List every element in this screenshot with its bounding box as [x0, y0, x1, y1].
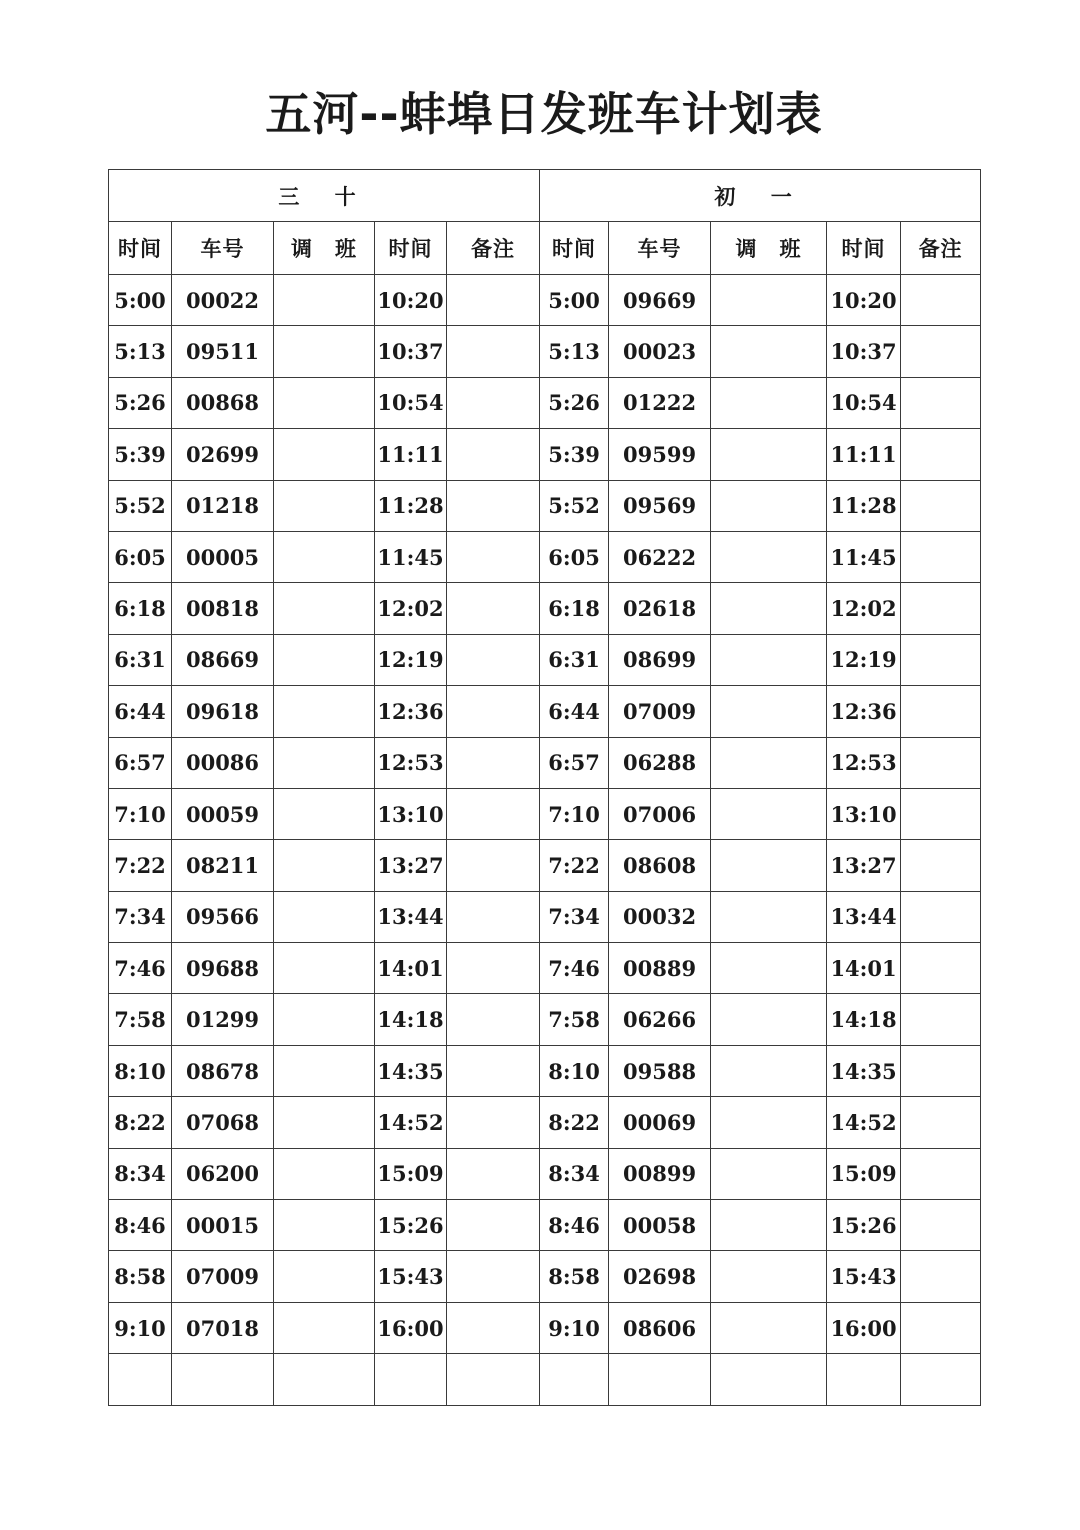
cell-note — [901, 1251, 981, 1302]
cell-time: 7:46 — [540, 943, 609, 994]
cell-time: 6:44 — [109, 686, 172, 737]
cell-time-return: 10:37 — [375, 326, 447, 377]
cell-time: 6:31 — [109, 634, 172, 685]
cell-bus-number: 00868 — [172, 377, 274, 428]
cell-time-return: 15:09 — [375, 1148, 447, 1199]
cell-bus-number: 06266 — [609, 994, 711, 1045]
col-header-time: 时间 — [540, 222, 609, 275]
cell-time: 7:58 — [109, 994, 172, 1045]
cell-time-return: 13:44 — [375, 891, 447, 942]
cell-time: 9:10 — [540, 1302, 609, 1353]
cell-time: 9:10 — [109, 1302, 172, 1353]
cell-shift — [274, 891, 375, 942]
table-row — [109, 1148, 981, 1199]
cell-time-return: 14:35 — [827, 1045, 901, 1096]
cell-time: 7:10 — [109, 788, 172, 839]
day-header-row — [109, 170, 981, 222]
day-label-left: 三 十 — [109, 170, 540, 222]
cell-bus-number — [609, 1354, 711, 1405]
cell-bus-number: 00899 — [609, 1148, 711, 1199]
cell-shift — [711, 1354, 827, 1405]
cell-shift — [711, 994, 827, 1045]
cell-bus-number: 09669 — [609, 275, 711, 326]
cell-note — [447, 686, 540, 737]
cell-note — [901, 737, 981, 788]
cell-time-return: 13:10 — [827, 788, 901, 839]
cell-time: 6:05 — [109, 531, 172, 582]
cell-shift — [274, 531, 375, 582]
cell-bus-number: 07006 — [609, 788, 711, 839]
cell-shift — [274, 429, 375, 480]
cell-time-return: 11:11 — [375, 429, 447, 480]
cell-shift — [711, 429, 827, 480]
table-row — [109, 583, 981, 634]
cell-bus-number: 09569 — [609, 480, 711, 531]
cell-time: 7:34 — [540, 891, 609, 942]
col-header-time-return: 时间 — [827, 222, 901, 275]
cell-bus-number: 00023 — [609, 326, 711, 377]
cell-note — [447, 943, 540, 994]
cell-time: 5:52 — [109, 480, 172, 531]
table-row — [109, 634, 981, 685]
col-header-bus-number: 车号 — [609, 222, 711, 275]
cell-note — [901, 531, 981, 582]
col-header-shift: 调 班 — [274, 222, 375, 275]
cell-time: 5:13 — [540, 326, 609, 377]
cell-shift — [274, 1200, 375, 1251]
table-row — [109, 686, 981, 737]
cell-time: 6:57 — [109, 737, 172, 788]
cell-note — [447, 840, 540, 891]
cell-time-return: 11:28 — [827, 480, 901, 531]
cell-time-return: 10:54 — [375, 377, 447, 428]
table-row — [109, 1251, 981, 1302]
cell-bus-number: 00058 — [609, 1200, 711, 1251]
cell-time: 5:00 — [540, 275, 609, 326]
col-header-note: 备注 — [447, 222, 540, 275]
cell-note — [901, 788, 981, 839]
cell-note — [447, 1045, 540, 1096]
cell-note — [447, 1097, 540, 1148]
cell-note — [901, 1354, 981, 1405]
cell-shift — [711, 1097, 827, 1148]
cell-note — [447, 891, 540, 942]
cell-time-return: 15:26 — [375, 1200, 447, 1251]
cell-bus-number: 08606 — [609, 1302, 711, 1353]
cell-time-return: 14:18 — [827, 994, 901, 1045]
cell-note — [901, 326, 981, 377]
cell-time-return: 12:19 — [375, 634, 447, 685]
cell-time: 5:39 — [109, 429, 172, 480]
table-row — [109, 377, 981, 428]
cell-note — [447, 788, 540, 839]
cell-time-return: 15:43 — [375, 1251, 447, 1302]
cell-shift — [274, 377, 375, 428]
cell-note — [447, 737, 540, 788]
cell-shift — [711, 275, 827, 326]
cell-shift — [711, 377, 827, 428]
cell-note — [901, 377, 981, 428]
cell-note — [901, 1302, 981, 1353]
cell-bus-number: 02699 — [172, 429, 274, 480]
cell-shift — [711, 1200, 827, 1251]
cell-shift — [711, 788, 827, 839]
cell-time-return: 11:11 — [827, 429, 901, 480]
cell-shift — [274, 1148, 375, 1199]
cell-shift — [711, 326, 827, 377]
cell-time: 8:10 — [109, 1045, 172, 1096]
cell-shift — [274, 737, 375, 788]
cell-shift — [274, 1097, 375, 1148]
cell-bus-number: 02618 — [609, 583, 711, 634]
cell-time-return: 11:45 — [827, 531, 901, 582]
table-row — [109, 891, 981, 942]
cell-note — [901, 480, 981, 531]
cell-time: 5:52 — [540, 480, 609, 531]
cell-shift — [711, 480, 827, 531]
cell-time-return: 13:27 — [375, 840, 447, 891]
cell-time: 8:34 — [540, 1148, 609, 1199]
day-label-right: 初 一 — [540, 170, 981, 222]
cell-time-return: 13:44 — [827, 891, 901, 942]
cell-time-return: 12:36 — [827, 686, 901, 737]
cell-bus-number: 08211 — [172, 840, 274, 891]
cell-bus-number — [172, 1354, 274, 1405]
cell-bus-number: 00059 — [172, 788, 274, 839]
cell-shift — [274, 686, 375, 737]
page-title: 五河--蚌埠日发班车计划表 — [265, 87, 823, 141]
cell-time-return: 10:20 — [375, 275, 447, 326]
cell-shift — [711, 583, 827, 634]
cell-time: 6:57 — [540, 737, 609, 788]
cell-shift — [274, 1302, 375, 1353]
cell-bus-number: 07009 — [609, 686, 711, 737]
cell-time-return: 14:52 — [375, 1097, 447, 1148]
cell-bus-number: 07009 — [172, 1251, 274, 1302]
table-row — [109, 275, 981, 326]
cell-bus-number: 07018 — [172, 1302, 274, 1353]
table-row — [109, 1097, 981, 1148]
cell-note — [447, 634, 540, 685]
cell-time-return — [827, 1354, 901, 1405]
cell-note — [447, 377, 540, 428]
cell-time-return: 12:53 — [827, 737, 901, 788]
cell-time: 7:46 — [109, 943, 172, 994]
cell-time-return: 15:09 — [827, 1148, 901, 1199]
cell-shift — [711, 1251, 827, 1302]
col-header-bus-number: 车号 — [172, 222, 274, 275]
cell-bus-number: 08608 — [609, 840, 711, 891]
cell-bus-number: 00032 — [609, 891, 711, 942]
cell-time-return: 12:36 — [375, 686, 447, 737]
cell-shift — [274, 634, 375, 685]
cell-bus-number: 00086 — [172, 737, 274, 788]
cell-time-return: 12:53 — [375, 737, 447, 788]
cell-time-return: 12:19 — [827, 634, 901, 685]
cell-bus-number: 06200 — [172, 1148, 274, 1199]
cell-time — [109, 1354, 172, 1405]
cell-shift — [711, 531, 827, 582]
cell-note — [901, 1200, 981, 1251]
cell-time-return: 14:18 — [375, 994, 447, 1045]
cell-note — [447, 429, 540, 480]
cell-bus-number: 08669 — [172, 634, 274, 685]
cell-note — [901, 275, 981, 326]
cell-note — [901, 1148, 981, 1199]
cell-time-return: 14:35 — [375, 1045, 447, 1096]
cell-note — [447, 326, 540, 377]
cell-time: 8:22 — [109, 1097, 172, 1148]
cell-bus-number: 07068 — [172, 1097, 274, 1148]
cell-shift — [274, 943, 375, 994]
cell-bus-number: 00889 — [609, 943, 711, 994]
cell-time: 8:10 — [540, 1045, 609, 1096]
cell-bus-number: 09599 — [609, 429, 711, 480]
cell-bus-number: 09618 — [172, 686, 274, 737]
cell-bus-number: 00022 — [172, 275, 274, 326]
cell-note — [447, 1302, 540, 1353]
cell-time-return: 14:01 — [827, 943, 901, 994]
cell-note — [901, 943, 981, 994]
table-row — [109, 429, 981, 480]
cell-bus-number: 01218 — [172, 480, 274, 531]
cell-shift — [274, 275, 375, 326]
table-row — [109, 943, 981, 994]
cell-shift — [274, 1045, 375, 1096]
cell-shift — [274, 1354, 375, 1405]
cell-shift — [711, 1302, 827, 1353]
cell-note — [447, 531, 540, 582]
cell-bus-number: 00818 — [172, 583, 274, 634]
cell-shift — [711, 1045, 827, 1096]
cell-time-return: 16:00 — [827, 1302, 901, 1353]
column-header-row — [109, 222, 981, 275]
table-row — [109, 480, 981, 531]
cell-bus-number: 09688 — [172, 943, 274, 994]
cell-shift — [711, 891, 827, 942]
cell-bus-number: 01299 — [172, 994, 274, 1045]
cell-time-return — [375, 1354, 447, 1405]
cell-note — [901, 429, 981, 480]
cell-note — [901, 1045, 981, 1096]
cell-note — [447, 480, 540, 531]
cell-time: 7:10 — [540, 788, 609, 839]
cell-note — [447, 994, 540, 1045]
cell-time: 6:18 — [540, 583, 609, 634]
cell-bus-number: 09588 — [609, 1045, 711, 1096]
cell-shift — [711, 686, 827, 737]
table-row — [109, 1354, 981, 1405]
cell-time-return: 15:26 — [827, 1200, 901, 1251]
cell-time-return: 10:20 — [827, 275, 901, 326]
cell-note — [901, 891, 981, 942]
cell-shift — [711, 1148, 827, 1199]
cell-time-return: 12:02 — [827, 583, 901, 634]
cell-shift — [711, 634, 827, 685]
cell-bus-number: 06222 — [609, 531, 711, 582]
cell-time — [540, 1354, 609, 1405]
table-row — [109, 531, 981, 582]
cell-bus-number: 08678 — [172, 1045, 274, 1096]
cell-time-return: 14:52 — [827, 1097, 901, 1148]
cell-time: 7:58 — [540, 994, 609, 1045]
cell-bus-number: 06288 — [609, 737, 711, 788]
cell-bus-number: 08699 — [609, 634, 711, 685]
cell-time: 8:46 — [540, 1200, 609, 1251]
table-row — [109, 840, 981, 891]
col-header-time-return: 时间 — [375, 222, 447, 275]
table-row — [109, 737, 981, 788]
cell-bus-number: 09511 — [172, 326, 274, 377]
cell-note — [901, 686, 981, 737]
cell-time-return: 11:45 — [375, 531, 447, 582]
cell-time-return: 13:10 — [375, 788, 447, 839]
cell-time-return: 10:37 — [827, 326, 901, 377]
cell-bus-number: 00005 — [172, 531, 274, 582]
cell-shift — [274, 1251, 375, 1302]
cell-time-return: 15:43 — [827, 1251, 901, 1302]
cell-shift — [711, 737, 827, 788]
cell-note — [901, 994, 981, 1045]
cell-time-return: 10:54 — [827, 377, 901, 428]
table-row — [109, 1302, 981, 1353]
cell-note — [447, 1354, 540, 1405]
cell-bus-number: 00069 — [609, 1097, 711, 1148]
cell-bus-number: 00015 — [172, 1200, 274, 1251]
cell-time-return: 11:28 — [375, 480, 447, 531]
cell-time: 8:58 — [109, 1251, 172, 1302]
cell-time: 6:44 — [540, 686, 609, 737]
cell-bus-number: 01222 — [609, 377, 711, 428]
cell-shift — [274, 326, 375, 377]
cell-time: 7:34 — [109, 891, 172, 942]
bus-schedule-table — [108, 169, 981, 1406]
cell-shift — [274, 583, 375, 634]
cell-time: 6:31 — [540, 634, 609, 685]
cell-time: 5:00 — [109, 275, 172, 326]
cell-time-return: 13:27 — [827, 840, 901, 891]
table-row — [109, 788, 981, 839]
col-header-note: 备注 — [901, 222, 981, 275]
cell-time: 5:13 — [109, 326, 172, 377]
table-row — [109, 326, 981, 377]
cell-note — [447, 1200, 540, 1251]
cell-time: 5:26 — [540, 377, 609, 428]
cell-time-return: 14:01 — [375, 943, 447, 994]
cell-shift — [274, 788, 375, 839]
cell-shift — [711, 943, 827, 994]
cell-shift — [274, 840, 375, 891]
cell-bus-number: 09566 — [172, 891, 274, 942]
cell-note — [447, 583, 540, 634]
cell-time-return: 16:00 — [375, 1302, 447, 1353]
col-header-time: 时间 — [109, 222, 172, 275]
cell-time: 5:39 — [540, 429, 609, 480]
cell-shift — [711, 840, 827, 891]
table-row — [109, 994, 981, 1045]
table-row — [109, 1200, 981, 1251]
cell-time: 7:22 — [540, 840, 609, 891]
cell-time-return: 12:02 — [375, 583, 447, 634]
cell-shift — [274, 480, 375, 531]
cell-time: 8:34 — [109, 1148, 172, 1199]
cell-note — [901, 634, 981, 685]
cell-time: 8:58 — [540, 1251, 609, 1302]
cell-note — [447, 1251, 540, 1302]
cell-note — [901, 840, 981, 891]
table-row — [109, 1045, 981, 1096]
cell-time: 6:18 — [109, 583, 172, 634]
cell-bus-number: 02698 — [609, 1251, 711, 1302]
cell-time: 8:22 — [540, 1097, 609, 1148]
cell-note — [447, 1148, 540, 1199]
cell-note — [901, 583, 981, 634]
cell-time: 8:46 — [109, 1200, 172, 1251]
cell-time: 7:22 — [109, 840, 172, 891]
col-header-shift: 调 班 — [711, 222, 827, 275]
cell-note — [901, 1097, 981, 1148]
cell-time: 6:05 — [540, 531, 609, 582]
cell-note — [447, 275, 540, 326]
cell-shift — [274, 994, 375, 1045]
cell-time: 5:26 — [109, 377, 172, 428]
